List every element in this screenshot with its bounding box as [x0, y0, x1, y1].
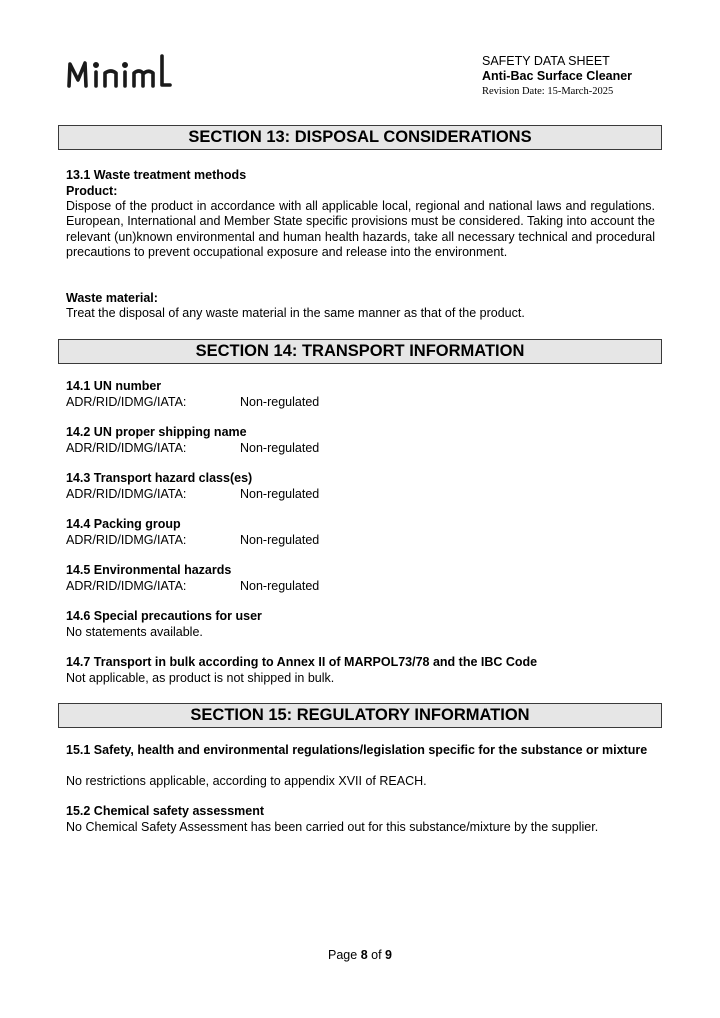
s13-heading-waste-treatment: 13.1 Waste treatment methods: [66, 168, 247, 182]
section-14-title: SECTION 14: TRANSPORT INFORMATION: [58, 339, 662, 364]
s15-1-text: No restrictions applicable, according to appendix XVII of REACH.: [66, 774, 427, 788]
s14-5-row: [66, 579, 655, 594]
s15-2-text: No Chemical Safety Assessment has been carried out for this substance/mixture by the supplier.: [66, 820, 599, 834]
document-header: [482, 54, 632, 99]
s14-7-heading: 14.7 Transport in bulk according to Annex II of MARPOL73/78 and the IBC Code: [66, 655, 538, 669]
s14-7-text: Not applicable, as product is not shipped in bulk.: [66, 671, 335, 685]
s14-4-row: [66, 533, 655, 548]
s14-1-value: Non-regulated: [240, 395, 320, 409]
s14-3-value: Non-regulated: [240, 487, 320, 501]
page-total: 9: [385, 948, 392, 962]
s14-6-heading: 14.6 Special precautions for user: [66, 609, 262, 623]
s13-waste-label: Waste material:: [66, 291, 158, 305]
s14-4-key: ADR/RID/IDMG/IATA:: [66, 533, 187, 547]
s14-1-heading: 14.1 UN number: [66, 379, 162, 393]
s14-5-value: Non-regulated: [240, 579, 320, 593]
s14-3-key: ADR/RID/IDMG/IATA:: [66, 487, 187, 501]
s14-6-text: No statements available.: [66, 625, 203, 639]
section-13-title: SECTION 13: DISPOSAL CONSIDERATIONS: [58, 125, 662, 150]
s14-2-key: ADR/RID/IDMG/IATA:: [66, 441, 187, 455]
s14-2-row: [66, 441, 655, 456]
s15-2-heading: 15.2 Chemical safety assessment: [66, 804, 265, 818]
logo-wordmark: [66, 52, 176, 92]
page-footer: [0, 948, 720, 962]
s14-4-value: Non-regulated: [240, 533, 320, 547]
product-name: Anti-Bac Surface Cleaner: [482, 69, 633, 83]
s14-5-key: ADR/RID/IDMG/IATA:: [66, 579, 187, 593]
doc-type: SAFETY DATA SHEET: [482, 54, 610, 68]
brand-logo: [66, 52, 176, 97]
section-15-title: SECTION 15: REGULATORY INFORMATION: [58, 703, 662, 728]
s13-product-label: Product:: [66, 184, 118, 198]
s14-2-heading: 14.2 UN proper shipping name: [66, 425, 247, 439]
s14-3-row: [66, 487, 655, 502]
s15-1-heading: 15.1 Safety, health and environmental regulations/legislation specific for the substance or mixture: [66, 743, 648, 757]
s13-product-text: Dispose of the product in accordance with all applicable local, regional and national laws and regulations. European, International and Member State specific provisions must be considered. Taking into account the relevant (un)known environmental and human health hazards, take all necessary technical and procedural precautions to prevent occupational exposure and release into the environment.: [66, 199, 655, 259]
s14-3-heading: 14.3 Transport hazard class(es): [66, 471, 253, 485]
s14-1-key: ADR/RID/IDMG/IATA:: [66, 395, 187, 409]
s14-4-heading: 14.4 Packing group: [66, 517, 181, 531]
page-number: 8: [360, 948, 368, 962]
s13-waste-text: Treat the disposal of any waste material in the same manner as that of the product.: [66, 306, 525, 320]
page-prefix: Page: [328, 948, 358, 962]
page-of: of: [371, 948, 382, 962]
s14-2-value: Non-regulated: [240, 441, 320, 455]
s14-5-heading: 14.5 Environmental hazards: [66, 563, 232, 577]
s14-1-row: [66, 395, 655, 410]
revision-date: Revision Date: 15-March-2025: [482, 86, 614, 97]
